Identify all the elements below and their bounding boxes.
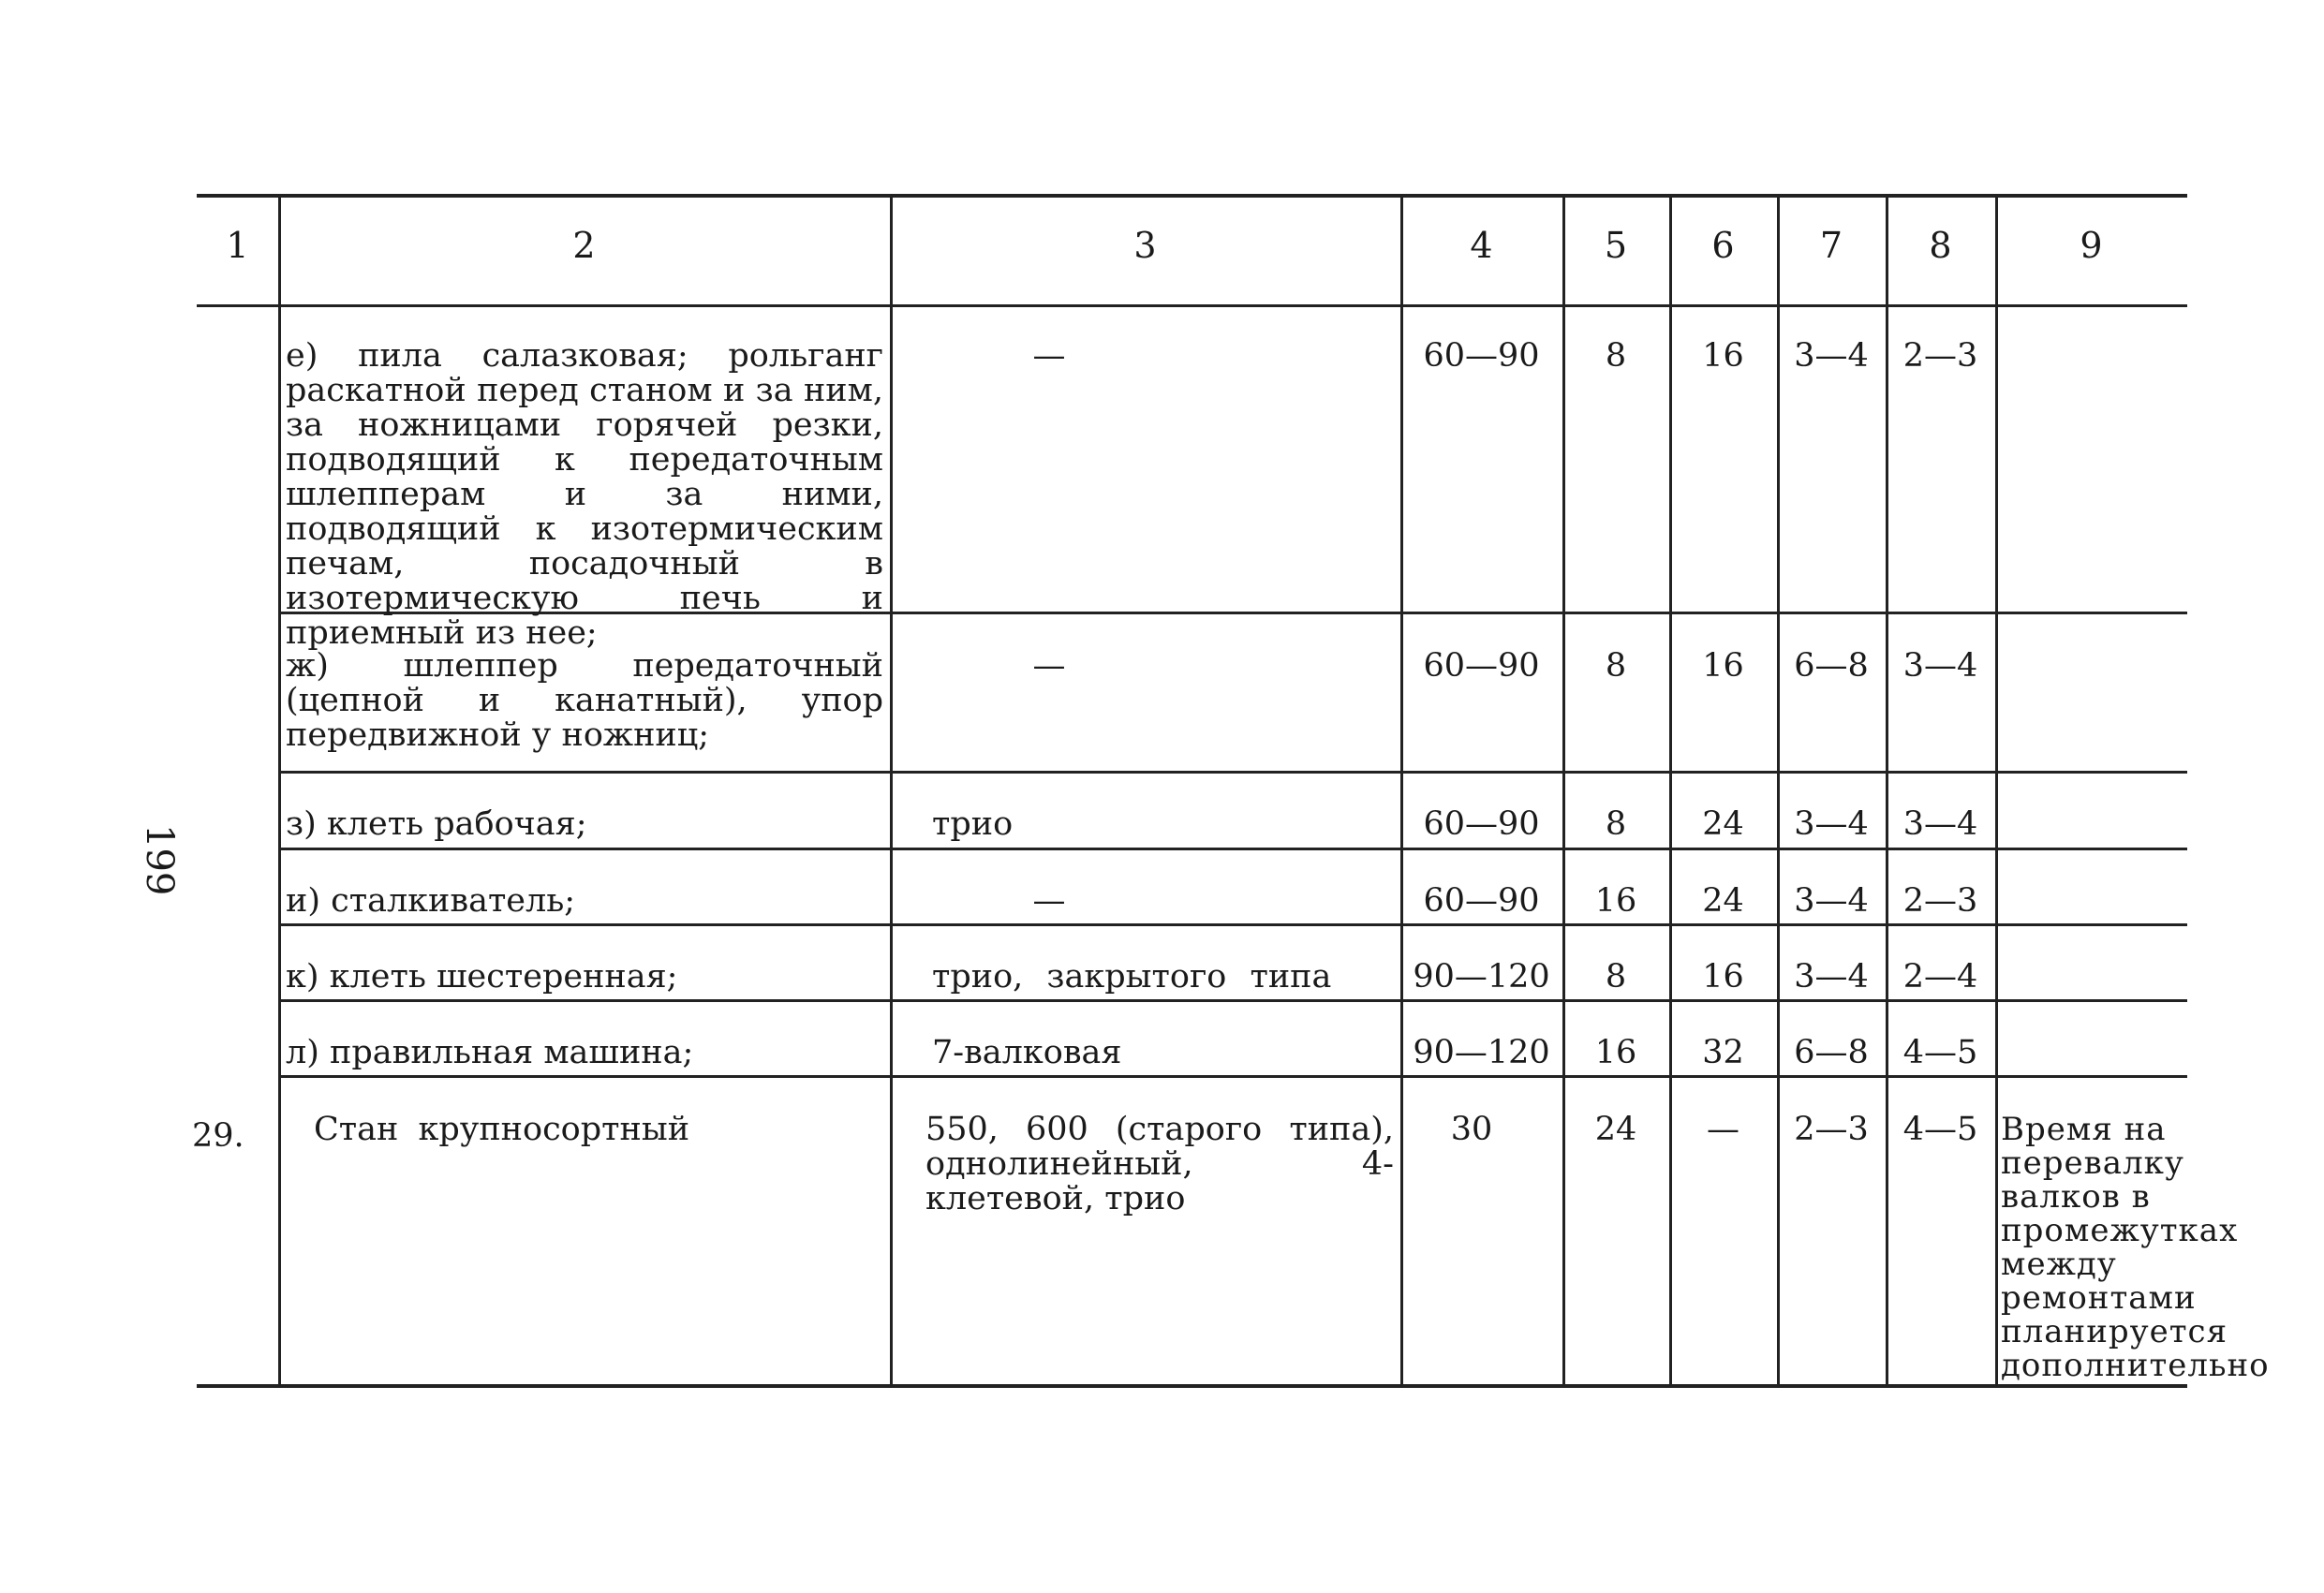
- equipment-description: л) правильная машина;: [286, 1034, 694, 1071]
- header-bottom-rule: [197, 304, 2187, 307]
- cell-col6: 16: [1702, 337, 1744, 375]
- column-header: 7: [1819, 225, 1843, 266]
- equipment-spec: —: [1032, 647, 1066, 685]
- column-header: 5: [1604, 225, 1628, 266]
- column-divider: [278, 194, 281, 1384]
- cell-col4: 60—90: [1423, 337, 1540, 375]
- equipment-spec: —: [1032, 882, 1066, 920]
- column-header: 1: [226, 225, 249, 266]
- item-number: 29.: [192, 1117, 244, 1155]
- equipment-spec: 7-валковая: [932, 1034, 1122, 1071]
- note-text: Время на перевалку валков в промежутках между ремонтами планируется дополнительно: [2001, 1111, 2270, 1384]
- cell-col4: 30: [1450, 1111, 1493, 1148]
- cell-col6: 32: [1702, 1034, 1744, 1071]
- cell-col4: 60—90: [1423, 805, 1540, 843]
- cell-col8: 4—5: [1902, 1111, 1978, 1148]
- equipment-description: е) пила салазковая; рольганг раскатной перед станом и за ним, за ножницами горячей резки, подводящий к передаточным шлепперам и за ними, подводящий к изотермическим печам, посадочный в изотермическую печь и приемный из нее;: [286, 337, 883, 652]
- cell-col6: —: [1707, 1111, 1739, 1148]
- cell-col8: 2—4: [1902, 958, 1978, 996]
- column-header: 6: [1711, 225, 1735, 266]
- cell-col4: 90—120: [1413, 1034, 1550, 1071]
- cell-col7: 3—4: [1794, 958, 1869, 996]
- cell-col7: 6—8: [1794, 647, 1869, 685]
- column-divider: [1995, 194, 1998, 1384]
- cell-col8: 2—3: [1902, 882, 1978, 920]
- cell-col5: 8: [1605, 958, 1627, 996]
- cell-col5: 24: [1594, 1111, 1637, 1148]
- cell-col8: 3—4: [1902, 805, 1978, 843]
- column-header: 8: [1929, 225, 1952, 266]
- equipment-description: Стан крупносортный: [314, 1111, 690, 1148]
- cell-col5: 16: [1594, 1034, 1637, 1071]
- cell-col8: 4—5: [1902, 1034, 1978, 1071]
- cell-col7: 6—8: [1794, 1034, 1869, 1071]
- cell-col4: 90—120: [1413, 958, 1550, 996]
- column-header: 2: [572, 225, 596, 266]
- equipment-description: з) клеть рабочая;: [286, 805, 587, 843]
- row-divider: [278, 1075, 2187, 1078]
- page-number: 199: [138, 824, 181, 896]
- equipment-description: ж) шлеппер передаточный (цепной и канатный), упор передвижной у ножниц;: [286, 647, 883, 754]
- cell-col6: 16: [1702, 958, 1744, 996]
- row-divider: [278, 999, 2187, 1002]
- column-header: 3: [1133, 225, 1157, 266]
- table-bottom-rule: [197, 1384, 2187, 1388]
- column-header: 9: [2080, 225, 2103, 266]
- cell-col7: 3—4: [1794, 882, 1869, 920]
- cell-col4: 60—90: [1423, 647, 1540, 685]
- equipment-description: и) сталкиватель;: [286, 882, 576, 920]
- cell-col8: 3—4: [1902, 647, 1978, 685]
- cell-col7: 3—4: [1794, 337, 1869, 375]
- cell-col4: 60—90: [1423, 882, 1540, 920]
- equipment-description: к) клеть шестеренная;: [286, 958, 678, 996]
- cell-col6: 24: [1702, 882, 1744, 920]
- row-divider: [278, 848, 2187, 850]
- equipment-spec: —: [1032, 337, 1066, 375]
- equipment-spec: трио: [932, 805, 1014, 843]
- cell-col5: 8: [1605, 805, 1627, 843]
- cell-col7: 2—3: [1794, 1111, 1869, 1148]
- cell-col6: 24: [1702, 805, 1744, 843]
- cell-col6: 16: [1702, 647, 1744, 685]
- cell-col8: 2—3: [1902, 337, 1978, 375]
- table-top-rule: [197, 194, 2187, 198]
- equipment-spec: трио, закрытого типа: [932, 958, 1332, 996]
- cell-col5: 16: [1594, 882, 1637, 920]
- row-divider: [278, 771, 2187, 774]
- cell-col5: 8: [1605, 647, 1627, 685]
- row-divider: [278, 923, 2187, 926]
- equipment-spec: 550, 600 (старого типа), однолинейный, 4-клетевой, трио: [925, 1111, 1394, 1217]
- column-header: 4: [1470, 225, 1493, 266]
- cell-col7: 3—4: [1794, 805, 1869, 843]
- cell-col5: 8: [1605, 337, 1627, 375]
